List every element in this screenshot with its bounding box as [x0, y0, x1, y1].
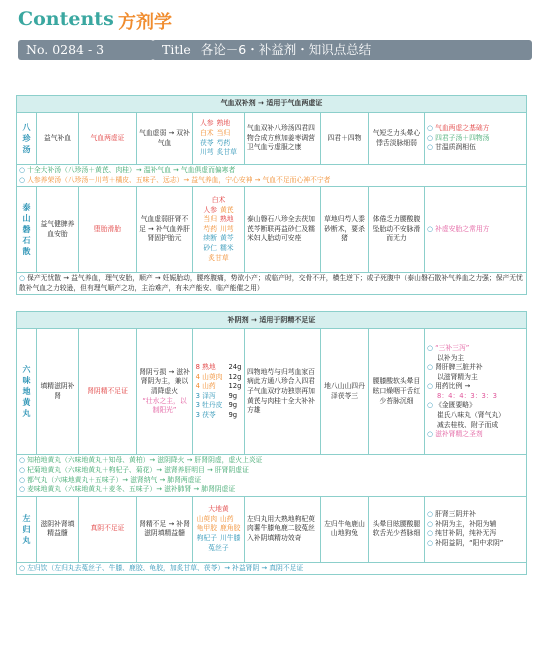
effect-zuogui: 滋阴补肾填精益髓	[37, 496, 79, 562]
herb-item: 人参	[200, 119, 214, 128]
herb-item: 熟地	[220, 215, 234, 224]
path-liuwei	[137, 329, 193, 455]
herbs-liuwei	[193, 329, 245, 455]
note-item: ○ 保产无忧散 → 益气养血，理气安胎，顺产 → 妊娠胎动，腰疼腹痛，势欲小产；或临产时，交骨不开，横生逆下；或子死腹中（泰山磐石散补气养血之力强；保产无忧散补气血之力较逊，但有理气顺产之功，主治难产，有未产能安、临产能催之用）	[19, 274, 524, 293]
path-taishan: 气血虚弱肝肾不足 → 补气血养肝肾固护胎元	[137, 187, 193, 273]
formula-name-bazhen: 八珍汤	[17, 113, 37, 165]
effect-bazhen: 益气补血	[37, 113, 79, 165]
table-row-taishan	[17, 187, 527, 273]
herb-item: 川牛膝	[220, 534, 241, 543]
point-item: ○ 甘温质润相伍	[427, 143, 524, 153]
herb-item: 枸杞子	[196, 534, 217, 543]
analysis-bazhen: 气血双补八珍汤四君四物合成方煎加姜枣调营卫气血亏虚服之康	[245, 113, 321, 165]
dose-amount: 24g	[228, 363, 242, 372]
formula-name-liuwei: 六味地黄丸	[17, 329, 37, 455]
path-note: “壮水之主，以制阳光”	[142, 396, 187, 415]
herb-item: 鹿角胶	[220, 524, 241, 533]
title-bar	[152, 40, 532, 60]
herbs-taishan	[193, 187, 245, 273]
formula-name-zuogui: 左归丸	[17, 496, 37, 562]
point-item: ○ 气血两虚之基础方	[427, 124, 524, 134]
herbs-zuogui	[193, 496, 245, 562]
herb-item: 砂仁	[203, 244, 217, 253]
dose-amount: 9g	[228, 401, 238, 410]
herb-item: 川芎	[200, 148, 214, 157]
table-row-taishan-notes	[17, 273, 527, 295]
analysis-liuwei: 四物地芍与归芎血家百病此方通八珍合入四君子气血双疗功独崇再加黄芪与肉桂十全大补补方雄	[245, 329, 321, 455]
effect-liuwei: 填精滋阴补肾	[37, 329, 79, 455]
symptoms-liuwei: 腰膝酸软头晕目眩口燥咽干舌红少苔脉沉细	[369, 329, 425, 455]
title-label: Title	[162, 42, 191, 57]
table-row-liuwei	[17, 329, 527, 455]
page-header	[0, 0, 540, 36]
analysis-zuogui: 左归丸用大熟地枸杞萸肉薯牛膝龟鹿二胶菟丝入补阴填精功效奇	[245, 496, 321, 562]
points-taishan	[425, 187, 527, 273]
point-item: 崔氏八味丸（肾气丸）	[437, 411, 505, 420]
dose-item: 3 牡丹皮	[195, 401, 223, 410]
analysis-taishan: 泰山磐石八珍全去茯加芪芩断联再益砂仁及糯米妇人胎动可安痊	[245, 187, 321, 273]
point-item: ○ 肾肝脾三脏并补	[427, 363, 524, 373]
formula-table	[16, 95, 526, 575]
point-item: 以补为主	[437, 353, 465, 362]
path-bazhen: 气血虚弱 → 双补气血	[137, 113, 193, 165]
table-row-zuogui-notes	[17, 562, 527, 575]
herb-item: 川芎	[220, 224, 234, 233]
point-item: ○ 补阴为主，补阳为辅	[427, 520, 524, 530]
herb-item: 大地黄	[208, 505, 229, 514]
herb-item: 芍药	[216, 138, 231, 147]
note-item: ○ 知柏地黄丸（六味地黄丸＋知母、黄柏）→ 滋阴降火 → 肝肾阴虚，虚火上炎证	[19, 456, 524, 466]
symptoms-taishan: 体倦乏力腰酸腹坠胎动不安脉滑而无力	[369, 187, 425, 273]
herb-item: 人参	[203, 205, 217, 214]
table-row-liuwei-notes	[17, 455, 527, 496]
dose-item: 4 山萸肉	[195, 372, 223, 381]
table-row-bazhen-notes	[17, 165, 527, 187]
herb-item: 熟地	[216, 119, 231, 128]
herbs-bazhen	[193, 113, 245, 165]
effect-taishan: 益气健脾养血安胎	[37, 187, 79, 273]
combo-taishan: 草地归芍人黍砂断术，要杀猪	[321, 187, 369, 273]
point-item: 减去桂枝、附子而成	[437, 420, 499, 429]
notes-bazhen	[17, 165, 527, 187]
number-bar: No. 0284 - 3	[18, 40, 154, 60]
symptoms-bazhen: 气短乏力头晕心悸舌淡脉细弱	[369, 113, 425, 165]
point-item: ○ 《金匮要略》	[427, 401, 524, 411]
combo-zuogui: 左归牛龟鹿山山地狗兔	[321, 496, 369, 562]
dose-amount: 9g	[228, 411, 238, 420]
notes-taishan	[17, 273, 527, 295]
note-item: ○ 麦味地黄丸（六味地黄丸＋麦冬、五味子）→ 滋补肺肾 → 肺肾阴虚证	[19, 485, 524, 495]
dose-item: 3 泽泻	[195, 391, 216, 400]
point-item: ○ 纯甘补阴，纯补无泻	[427, 529, 524, 539]
note-item: ○ 左归饮（左归丸去菟丝子、牛膝、鹿胶、龟胶，加炙甘草、茯苓）→ 补益肾阴 → 真阴不足证	[19, 564, 524, 574]
point-item: 8：4：4：3：3：3	[437, 391, 497, 400]
point-item: ○ 滋补肾精之圣剂	[427, 430, 524, 440]
herb-item: 龟甲胶	[196, 524, 217, 533]
dose-amount: 12g	[228, 382, 242, 391]
herb-item: 黄芪	[220, 205, 234, 214]
dose-item: 8 熟地	[195, 363, 216, 372]
points-zuogui	[425, 496, 527, 562]
dose-item: 4 山药	[195, 382, 216, 391]
point-item: ○ 补虚安胎之常用方	[427, 225, 524, 235]
point-item: ○ 四君子汤＋四物汤	[427, 134, 524, 144]
point-item: ○ 用药比例 →	[427, 382, 524, 392]
syndrome-taishan: 堕胎滑胎	[79, 187, 137, 273]
herb-item: 炙甘草	[216, 148, 237, 157]
combo-bazhen: 四君＋四物	[321, 113, 369, 165]
point-item: 以滋肾精为主	[437, 372, 478, 381]
formula-name-taishan: 泰山磐石散	[17, 187, 37, 273]
note-item: ○ 十全大补汤（八珍汤＋黄芪、肉桂）→ 温补气血 → 气血俱虚而偏寒者	[19, 166, 524, 176]
symptoms-zuogui: 头晕目眩腰酸腿软舌光少苔脉细	[369, 496, 425, 562]
herb-item: 当归	[216, 128, 231, 137]
point-item: ○ 补阳益阴，“阳中求阴”	[427, 539, 524, 549]
points-bazhen	[425, 113, 527, 165]
dose-item: 3 茯苓	[195, 411, 216, 420]
notes-zuogui	[17, 562, 527, 575]
title-text: 各论－6・补益剂・知识点总结	[200, 42, 372, 57]
combo-liuwei: 地八山山四丹泽茯苓三	[321, 329, 369, 455]
syndrome-liuwei: 肾阴精不足证	[79, 329, 137, 455]
points-liuwei	[425, 329, 527, 455]
header-title-cn: 方剂学	[118, 12, 172, 33]
section-title-qixue: 气血双补剂 → 适用于气血两虚证	[17, 96, 527, 113]
path-text: 肾阴亏损 → 滋补肾阴为主，兼以清降虚火	[139, 367, 190, 396]
herb-item: 炙甘草	[208, 253, 229, 262]
note-item: ○ 都气丸（六味地黄丸＋五味子）→ 滋肾纳气 → 肺肾两虚证	[19, 476, 524, 486]
table-row-bazhen	[17, 113, 527, 165]
header-title-en: Contents	[18, 8, 114, 30]
dose-list	[195, 363, 242, 421]
notes-liuwei	[17, 455, 527, 496]
syndrome-bazhen: 气血两虚证	[79, 113, 137, 165]
table-row-zuogui	[17, 496, 527, 562]
herb-item: 山药	[220, 514, 234, 523]
herb-item: 糯米	[220, 244, 234, 253]
herb-item: 续断	[203, 234, 217, 243]
dose-amount: 12g	[228, 372, 242, 381]
point-item: ○ 肝肾三阴并补	[427, 510, 524, 520]
herb-item: 菟丝子	[208, 543, 229, 552]
note-item: ○ 人参养荣汤（八珍汤－川芎＋橘皮、五味子、远志）→ 益气养血，宁心安神 → 气血不足而心神不宁者	[19, 176, 524, 186]
herb-item: 山萸肉	[196, 514, 217, 523]
herb-item: 白术	[200, 128, 214, 137]
herb-item: 白术	[211, 196, 226, 205]
herb-item: 黄芩	[220, 234, 234, 243]
section-title-buyin: 补阴剂 → 适用于阴精不足证	[17, 312, 527, 329]
herb-item: 茯苓	[200, 138, 214, 147]
path-zuogui: 肾精不足 → 补肾滋阴填精益髓	[137, 496, 193, 562]
point-item: ○ “三补三泻”	[427, 344, 524, 354]
dose-amount: 9g	[228, 391, 238, 400]
syndrome-zuogui: 真阴不足证	[79, 496, 137, 562]
note-item: ○ 杞菊地黄丸（六味地黄丸＋枸杞子、菊花）→ 滋肾养肝明目 → 肝肾阴虚证	[19, 466, 524, 476]
herb-item: 芍药	[203, 224, 217, 233]
herb-item: 当归	[203, 215, 217, 224]
